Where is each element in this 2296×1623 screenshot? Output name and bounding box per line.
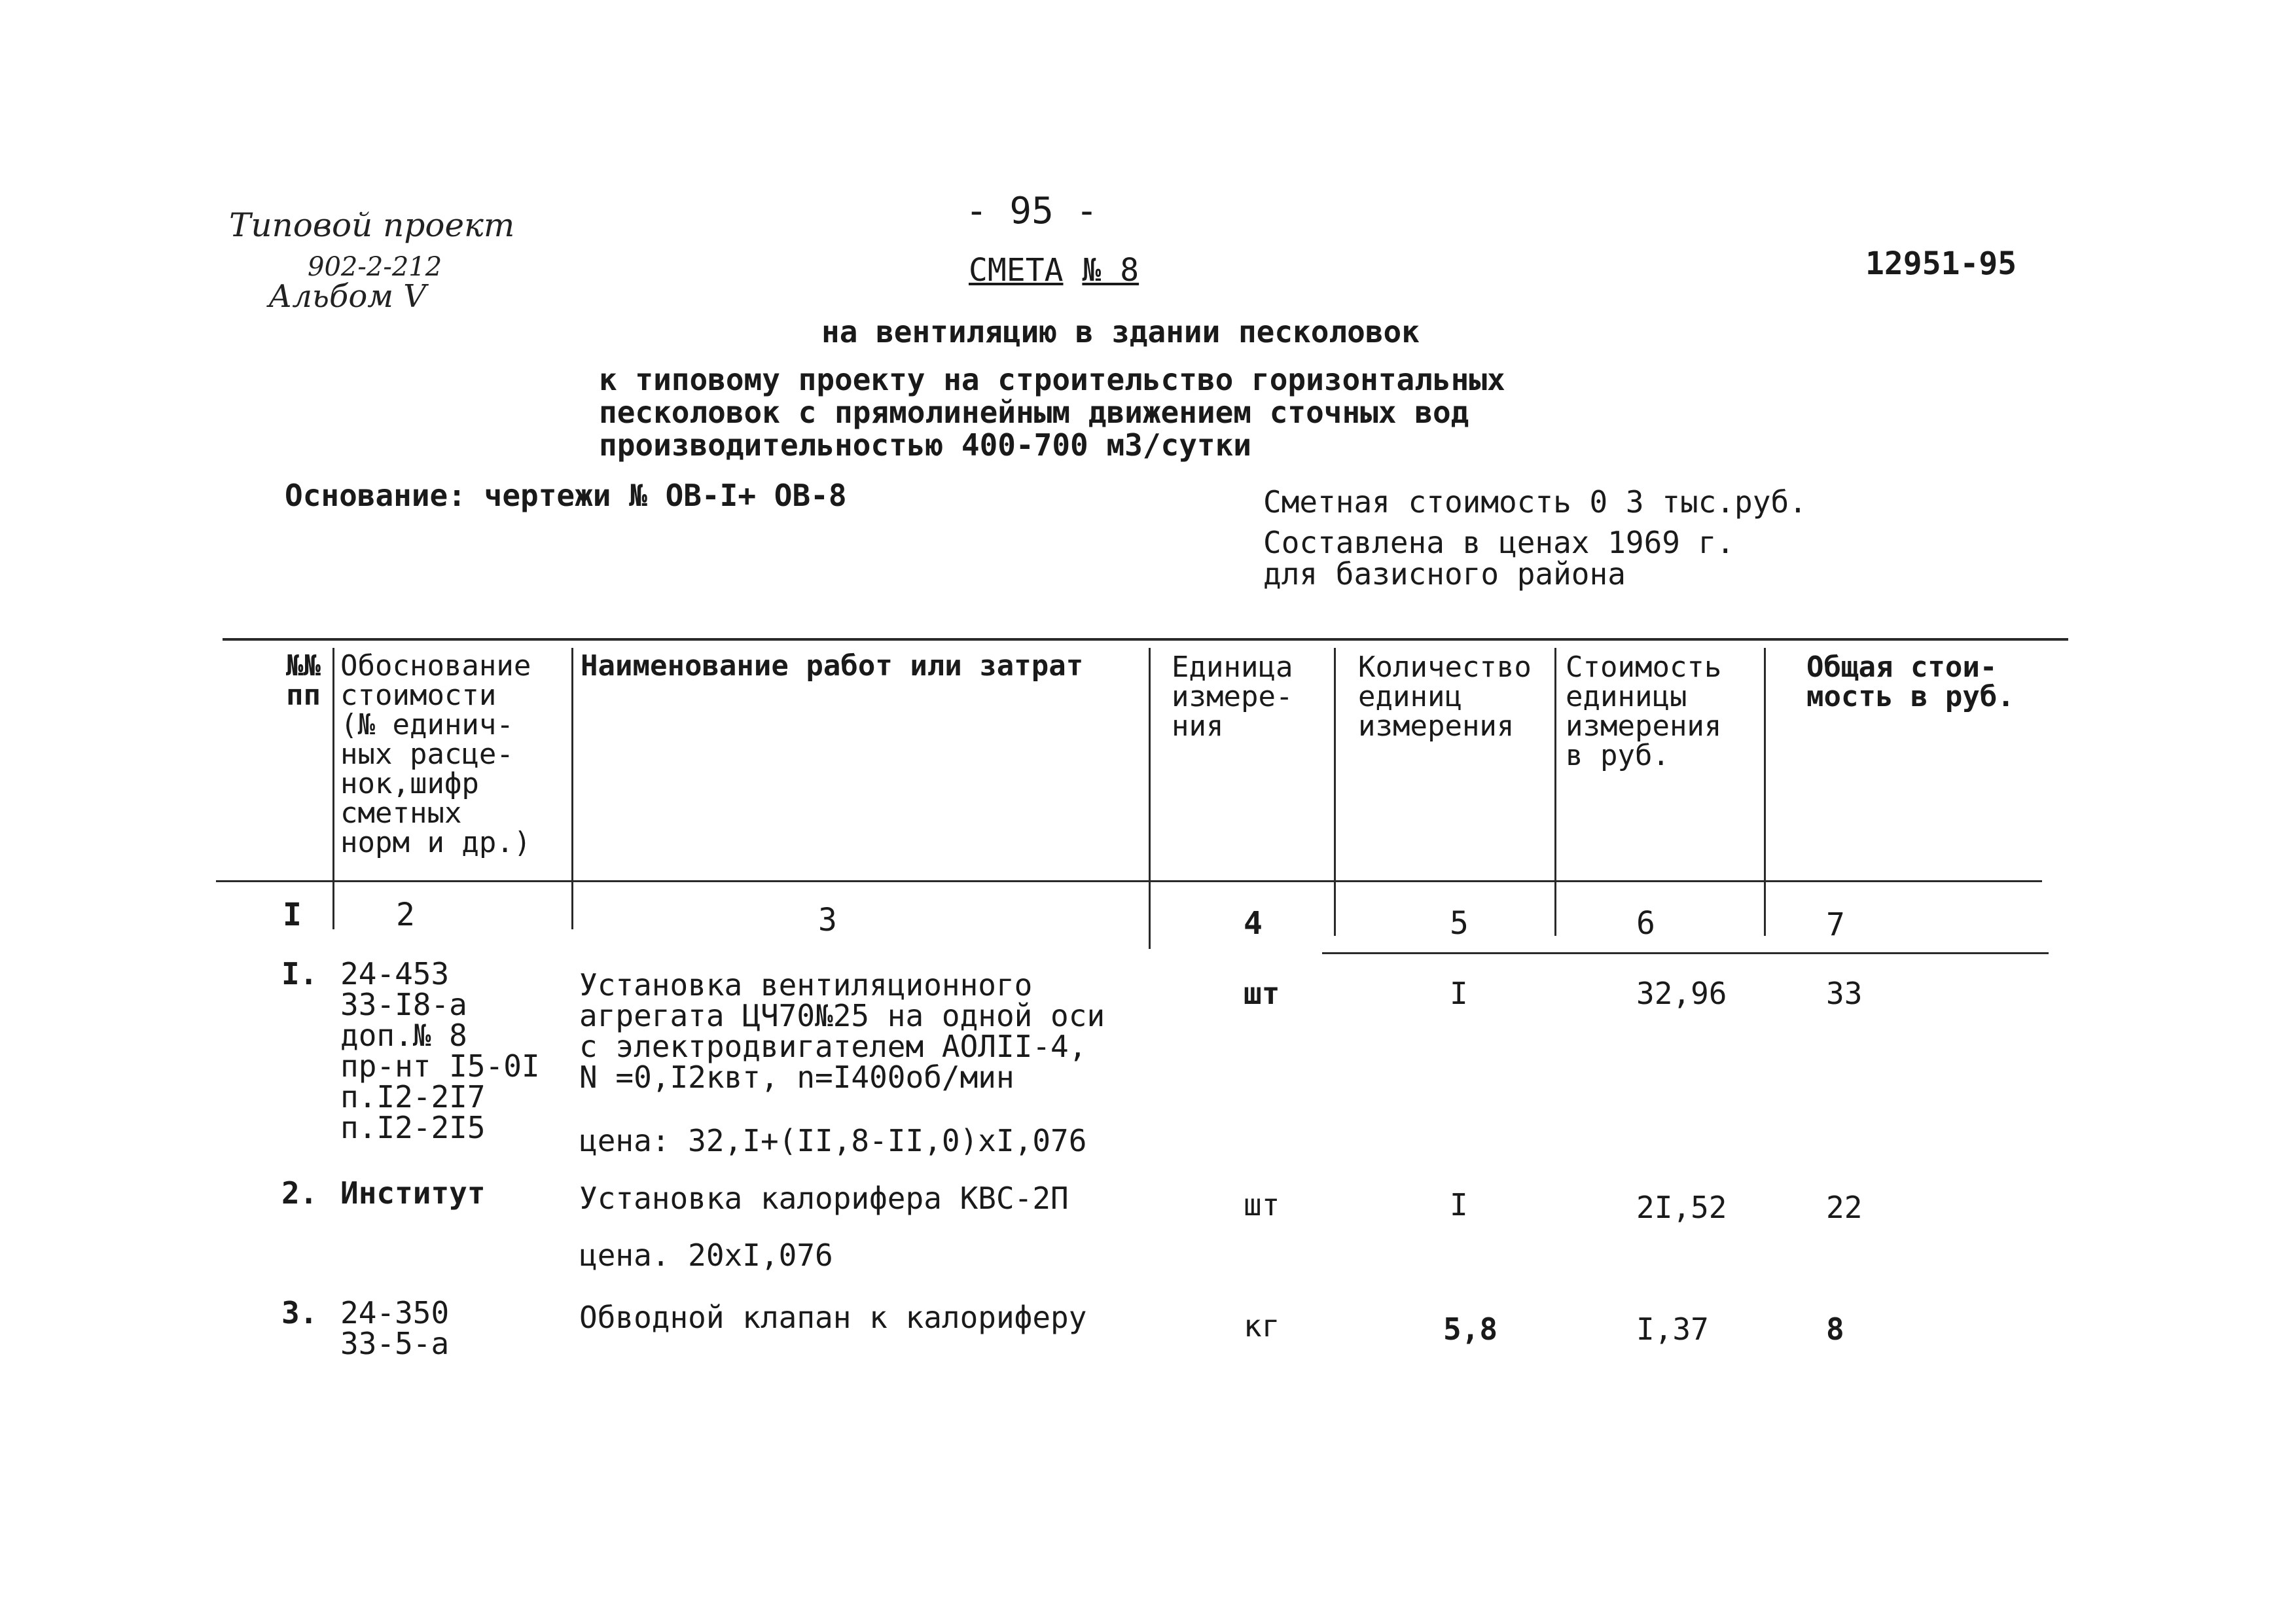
- column-number-4: 4: [1244, 905, 1263, 942]
- row-3-basis: 24-350 33-5-а: [340, 1295, 450, 1361]
- row-2-name: Установка калорифера КВС-2П: [579, 1181, 1069, 1216]
- estimate-title: [969, 252, 1139, 289]
- column-number-5: 5: [1450, 905, 1469, 942]
- table-col-divider-3: [1149, 648, 1151, 949]
- header-number: №№ пп: [286, 649, 321, 712]
- header-unit: Единица измере- ния: [1172, 651, 1293, 743]
- header-quantity: Количество единиц измерения: [1358, 651, 1532, 743]
- table-col-divider-6: [1764, 648, 1766, 936]
- column-number-7: 7: [1826, 906, 1845, 943]
- row-2-number: 2.: [281, 1175, 318, 1211]
- row-1-price-note: цена: 32,I+(II,8-II,0)xI,076: [579, 1123, 1087, 1158]
- row-3-name: Обводной клапан к калориферу: [579, 1300, 1087, 1335]
- column-number-6: 6: [1636, 905, 1655, 942]
- prices-line-2: для базисного района: [1263, 556, 1626, 592]
- table-header-rule: [216, 880, 2042, 882]
- column-number-2: 2: [396, 897, 415, 933]
- table-col-divider-5: [1554, 648, 1556, 936]
- row-3-quantity: 5,8: [1443, 1311, 1498, 1347]
- estimate-title-number: № 8: [1082, 252, 1139, 289]
- table-col-divider-1: [332, 648, 334, 929]
- row-1-name: Установка вентиляционного агрегата ЦЧ70№25 на одной оси с электродвигателем АОЛII-4, N =0,I2квт, n=I400об/мин: [579, 967, 1105, 1095]
- row-3-unit: кг: [1244, 1308, 1280, 1344]
- estimated-cost: Сметная стоимость 0 3 тыс.руб.: [1263, 484, 1807, 520]
- estimate-subtitle: на вентиляцию в здании песколовок: [821, 314, 1420, 349]
- header-basis: Обоснование стоимости (№ единич- ных расце- нок,шифр сметных норм и др.): [340, 649, 531, 859]
- row-1-total: 33: [1826, 976, 1863, 1011]
- header-unit-cost: Стоимость единицы измерения в руб.: [1566, 651, 1722, 772]
- table-col-divider-4: [1334, 648, 1336, 936]
- table-col-divider-2: [571, 648, 573, 929]
- row-1-unit: шт: [1244, 976, 1280, 1011]
- table-colnum-rule: [1322, 952, 2049, 954]
- stamp-line-2: 902-2-212: [308, 252, 442, 282]
- document-code: 12951-95: [1865, 245, 2017, 282]
- header-total: Общая стои- мость в руб.: [1806, 651, 2015, 713]
- project-description: [599, 363, 1505, 461]
- row-2-basis: Институт: [340, 1175, 486, 1211]
- prices-info: [1263, 527, 1734, 590]
- row-2-price-note: цена. 20xI,076: [579, 1238, 833, 1273]
- header-work-name: Наименование работ или затрат: [581, 649, 1084, 683]
- row-3-number: 3.: [281, 1295, 318, 1330]
- row-2-total: 22: [1826, 1190, 1863, 1225]
- row-3-unit-cost: I,37: [1636, 1311, 1709, 1347]
- table-top-rule: [223, 638, 2068, 641]
- project-desc-line-1: к типовому проекту на строительство горизонтальных: [599, 362, 1505, 397]
- project-desc-line-3: производительностью 400-700 м3/сутки: [599, 427, 1251, 463]
- estimate-title-prefix: СМЕТА: [969, 252, 1064, 289]
- page-number: - 95 -: [965, 190, 1098, 232]
- stamp-line-1: Типовой проект: [229, 206, 515, 244]
- project-desc-line-2: песколовок с прямолинейным движением сточных вод: [599, 395, 1469, 430]
- column-number-3: 3: [818, 902, 837, 938]
- stamp-line-3: Альбом V: [268, 278, 426, 315]
- row-2-quantity: I: [1450, 1187, 1468, 1222]
- row-2-unit-cost: 2I,52: [1636, 1190, 1727, 1225]
- row-1-quantity: I: [1450, 976, 1468, 1011]
- basis-line: Основание: чертежи № ОВ-I+ ОВ-8: [285, 478, 847, 513]
- row-3-total: 8: [1826, 1311, 1844, 1347]
- prices-line-1: Составлена в ценах 1969 г.: [1263, 525, 1735, 560]
- row-1-number: I.: [281, 956, 318, 991]
- row-1-basis: 24-453 33-I8-а доп.№ 8 пр-нт I5-0I п.I2-2I7 п.I2-2I5: [340, 956, 540, 1145]
- row-1-unit-cost: 32,96: [1636, 976, 1727, 1011]
- row-2-unit: шт: [1244, 1187, 1280, 1222]
- column-number-1: I: [283, 897, 302, 933]
